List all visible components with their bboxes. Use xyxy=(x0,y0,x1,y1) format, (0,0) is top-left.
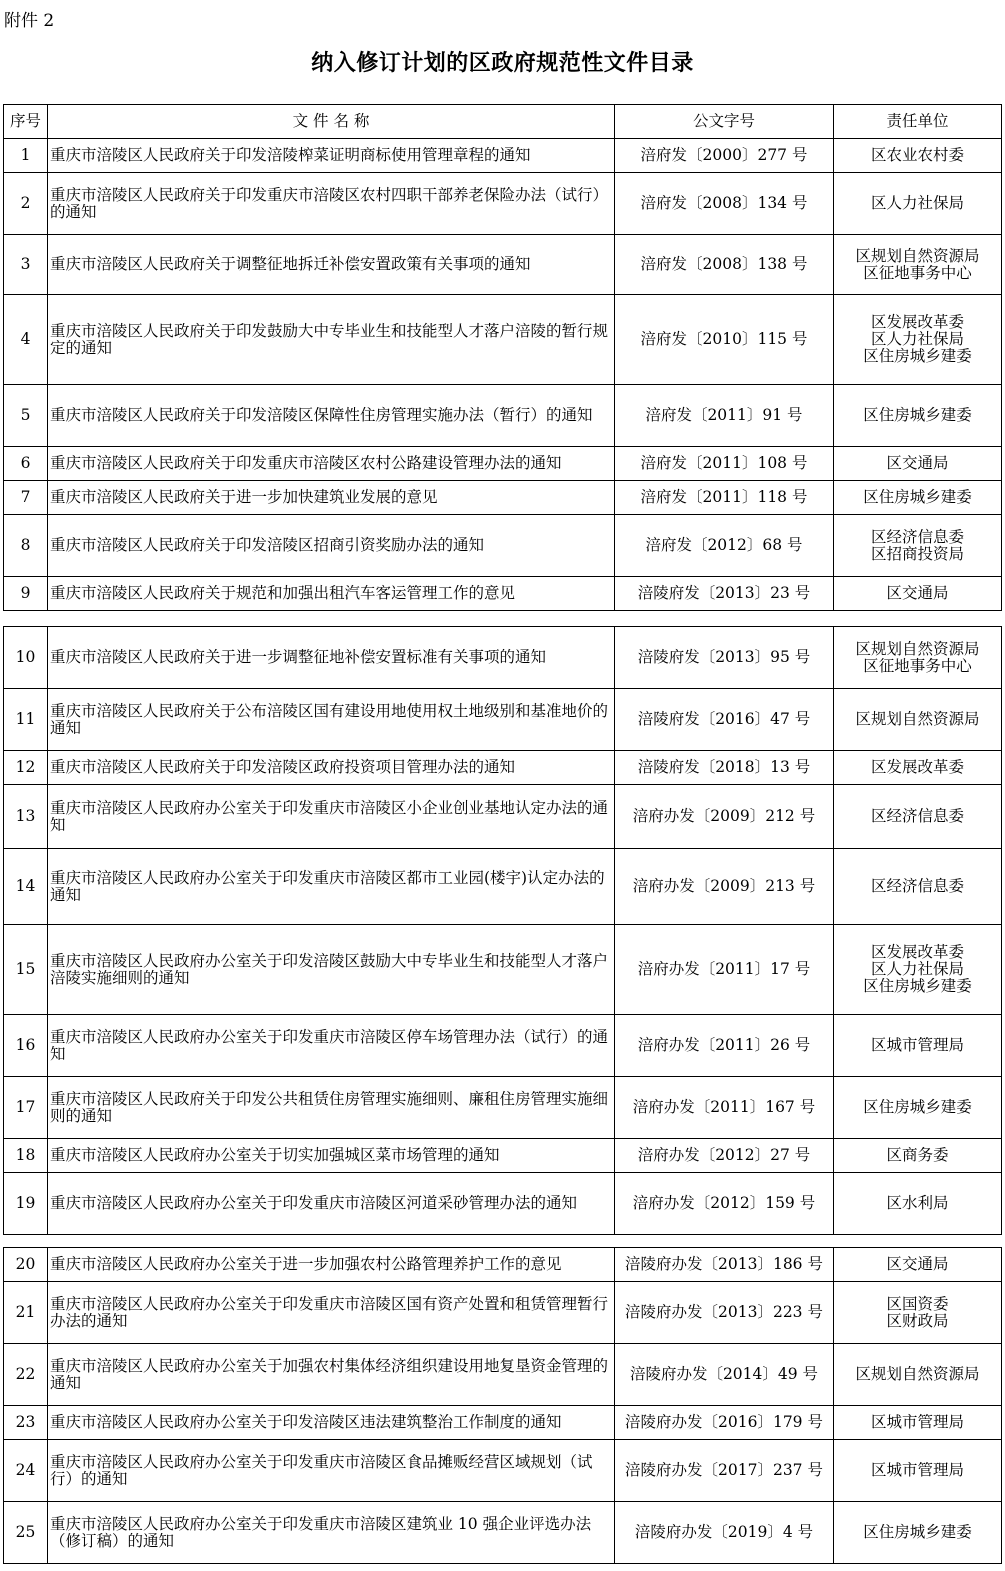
unit-line: 区发展改革委 xyxy=(870,758,964,776)
row-no: 19 xyxy=(4,1173,48,1235)
row-doc: 涪府办发〔2011〕26 号 xyxy=(615,1015,834,1077)
unit-line: 区招商投资局 xyxy=(870,544,964,563)
row-no: 15 xyxy=(4,925,48,1015)
unit-line: 区财政局 xyxy=(886,1311,949,1330)
row-name: 重庆市涪陵区人民政府办公室关于印发涪陵区违法建筑整治工作制度的通知 xyxy=(48,1406,615,1440)
row-name: 重庆市涪陵区人民政府办公室关于印发重庆市涪陵区食品摊贩经营区域规划（试行）的通知 xyxy=(48,1440,615,1502)
row-no: 23 xyxy=(4,1406,48,1440)
row-units xyxy=(834,1502,1002,1564)
table-row xyxy=(4,1139,1002,1173)
table-row xyxy=(4,1440,1002,1502)
unit-line: 区发展改革委 xyxy=(870,943,964,961)
row-doc: 涪陵府办发〔2019〕4 号 xyxy=(615,1502,834,1564)
row-doc: 涪府办发〔2009〕213 号 xyxy=(615,849,834,925)
table-row xyxy=(4,481,1002,515)
row-units xyxy=(834,925,1002,1015)
unit-line: 区规划自然资源局 xyxy=(855,1365,980,1383)
row-no: 25 xyxy=(4,1502,48,1564)
table-row xyxy=(4,139,1002,173)
row-units xyxy=(834,627,1002,689)
unit-line: 区人力社保局 xyxy=(870,194,964,212)
row-units xyxy=(834,1015,1002,1077)
unit-line: 区城市管理局 xyxy=(870,1036,964,1054)
row-name: 重庆市涪陵区人民政府关于印发涪陵区政府投资项目管理办法的通知 xyxy=(48,751,615,785)
table-row xyxy=(4,295,1002,385)
row-units xyxy=(834,447,1002,481)
row-no: 1 xyxy=(4,139,48,173)
catalog-table-part-2 xyxy=(3,626,1002,1235)
row-units xyxy=(834,1344,1002,1406)
unit-line: 区经济信息委 xyxy=(870,527,964,546)
row-no: 18 xyxy=(4,1139,48,1173)
row-no: 16 xyxy=(4,1015,48,1077)
row-no: 4 xyxy=(4,295,48,385)
row-doc: 涪陵府发〔2013〕23 号 xyxy=(615,577,834,611)
row-no: 12 xyxy=(4,751,48,785)
row-name: 重庆市涪陵区人民政府办公室关于加强农村集体经济组织建设用地复垦资金管理的通知 xyxy=(48,1344,615,1406)
row-units xyxy=(834,295,1002,385)
row-name: 重庆市涪陵区人民政府关于规范和加强出租汽车客运管理工作的意见 xyxy=(48,577,615,611)
row-name: 重庆市涪陵区人民政府关于进一步调整征地补偿安置标准有关事项的通知 xyxy=(48,627,615,689)
row-name: 重庆市涪陵区人民政府办公室关于印发重庆市涪陵区停车场管理办法（试行）的通知 xyxy=(48,1015,615,1077)
row-doc: 涪府发〔2011〕108 号 xyxy=(615,447,834,481)
unit-line: 区住房城乡建委 xyxy=(863,488,972,506)
row-units xyxy=(834,385,1002,447)
row-no: 22 xyxy=(4,1344,48,1406)
unit-line: 区城市管理局 xyxy=(870,1413,964,1431)
row-name: 重庆市涪陵区人民政府关于进一步加快建筑业发展的意见 xyxy=(48,481,615,515)
row-doc: 涪陵府发〔2016〕47 号 xyxy=(615,689,834,751)
header-doc: 公文字号 xyxy=(615,105,834,139)
row-no: 7 xyxy=(4,481,48,515)
table-row xyxy=(4,577,1002,611)
unit-line: 区规划自然资源局 xyxy=(855,246,980,265)
unit-line: 区交通局 xyxy=(886,584,949,602)
unit-line: 区发展改革委 xyxy=(870,313,964,331)
table-row xyxy=(4,689,1002,751)
row-name: 重庆市涪陵区人民政府关于印发重庆市涪陵区农村四职干部养老保险办法（试行）的通知 xyxy=(48,173,615,235)
unit-line: 区城市管理局 xyxy=(870,1461,964,1479)
table-header-row xyxy=(4,105,1002,139)
row-no: 9 xyxy=(4,577,48,611)
row-units xyxy=(834,785,1002,849)
unit-line: 区经济信息委 xyxy=(870,877,964,895)
row-units xyxy=(834,577,1002,611)
row-name: 重庆市涪陵区人民政府关于调整征地拆迁补偿安置政策有关事项的通知 xyxy=(48,235,615,295)
row-units xyxy=(834,139,1002,173)
row-doc: 涪陵府发〔2013〕95 号 xyxy=(615,627,834,689)
unit-line: 区水利局 xyxy=(886,1194,949,1212)
row-name: 重庆市涪陵区人民政府关于印发涪陵区招商引资奖励办法的通知 xyxy=(48,515,615,577)
row-units xyxy=(834,1139,1002,1173)
row-no: 20 xyxy=(4,1248,48,1282)
row-name: 重庆市涪陵区人民政府办公室关于印发重庆市涪陵区小企业创业基地认定办法的通知 xyxy=(48,785,615,849)
table-row xyxy=(4,385,1002,447)
table-row xyxy=(4,1406,1002,1440)
unit-line: 区住房城乡建委 xyxy=(863,977,972,995)
unit-line: 区住房城乡建委 xyxy=(863,1098,972,1116)
catalog-table-part-3 xyxy=(3,1247,1002,1564)
page-title: 纳入修订计划的区政府规范性文件目录 xyxy=(311,50,694,76)
row-name: 重庆市涪陵区人民政府关于印发公共租赁住房管理实施细则、廉租住房管理实施细则的通知 xyxy=(48,1077,615,1139)
table-row xyxy=(4,1282,1002,1344)
unit-line: 区人力社保局 xyxy=(870,330,964,348)
row-units xyxy=(834,173,1002,235)
row-doc: 涪陵府办发〔2017〕237 号 xyxy=(615,1440,834,1502)
row-doc: 涪府发〔2000〕277 号 xyxy=(615,139,834,173)
row-doc: 涪府发〔2011〕91 号 xyxy=(615,385,834,447)
row-units xyxy=(834,235,1002,295)
unit-line: 区农业农村委 xyxy=(870,146,964,164)
row-name: 重庆市涪陵区人民政府办公室关于印发重庆市涪陵区国有资产处置和租赁管理暂行办法的通知 xyxy=(48,1282,615,1344)
row-units xyxy=(834,751,1002,785)
header-no: 序号 xyxy=(4,105,48,139)
row-units xyxy=(834,1173,1002,1235)
row-name: 重庆市涪陵区人民政府办公室关于印发重庆市涪陵区河道采砂管理办法的通知 xyxy=(48,1173,615,1235)
unit-line: 区征地事务中心 xyxy=(863,656,972,675)
table-row xyxy=(4,515,1002,577)
row-units xyxy=(834,1406,1002,1440)
row-name: 重庆市涪陵区人民政府办公室关于切实加强城区菜市场管理的通知 xyxy=(48,1139,615,1173)
row-no: 8 xyxy=(4,515,48,577)
row-no: 5 xyxy=(4,385,48,447)
unit-line: 区人力社保局 xyxy=(870,960,964,978)
header-name: 文 件 名 称 xyxy=(48,105,615,139)
row-no: 10 xyxy=(4,627,48,689)
table-row xyxy=(4,1015,1002,1077)
row-doc: 涪府办发〔2011〕167 号 xyxy=(615,1077,834,1139)
row-doc: 涪府发〔2010〕115 号 xyxy=(615,295,834,385)
row-units xyxy=(834,689,1002,751)
unit-line: 区住房城乡建委 xyxy=(863,406,972,424)
table-row xyxy=(4,627,1002,689)
unit-line: 区规划自然资源局 xyxy=(855,639,980,658)
attachment-label: 附件 2 xyxy=(4,11,55,31)
table-row xyxy=(4,447,1002,481)
row-doc: 涪府办发〔2012〕159 号 xyxy=(615,1173,834,1235)
header-unit: 责任单位 xyxy=(834,105,1002,139)
catalog-table-part-1 xyxy=(3,104,1002,611)
row-no: 11 xyxy=(4,689,48,751)
row-doc: 涪府办发〔2009〕212 号 xyxy=(615,785,834,849)
row-doc: 涪府发〔2008〕134 号 xyxy=(615,173,834,235)
row-no: 24 xyxy=(4,1440,48,1502)
table-row xyxy=(4,1248,1002,1282)
row-name: 重庆市涪陵区人民政府关于公布涪陵区国有建设用地使用权土地级别和基准地价的通知 xyxy=(48,689,615,751)
row-no: 17 xyxy=(4,1077,48,1139)
row-units xyxy=(834,1440,1002,1502)
row-doc: 涪陵府办发〔2014〕49 号 xyxy=(615,1344,834,1406)
table-row xyxy=(4,1173,1002,1235)
row-doc: 涪府发〔2011〕118 号 xyxy=(615,481,834,515)
row-no: 21 xyxy=(4,1282,48,1344)
table-row xyxy=(4,235,1002,295)
row-doc: 涪陵府办发〔2013〕223 号 xyxy=(615,1282,834,1344)
row-name: 重庆市涪陵区人民政府关于印发重庆市涪陵区农村公路建设管理办法的通知 xyxy=(48,447,615,481)
row-units xyxy=(834,1282,1002,1344)
table-row xyxy=(4,925,1002,1015)
unit-line: 区国资委 xyxy=(886,1294,949,1313)
row-no: 14 xyxy=(4,849,48,925)
unit-line: 区住房城乡建委 xyxy=(863,347,972,365)
unit-line: 区征地事务中心 xyxy=(863,263,972,282)
row-name: 重庆市涪陵区人民政府办公室关于印发重庆市涪陵区都市工业园(楼宇)认定办法的通知 xyxy=(48,849,615,925)
unit-line: 区交通局 xyxy=(886,454,949,472)
row-units xyxy=(834,515,1002,577)
row-name: 重庆市涪陵区人民政府关于印发涪陵榨菜证明商标使用管理章程的通知 xyxy=(48,139,615,173)
unit-line: 区商务委 xyxy=(886,1146,949,1164)
row-units xyxy=(834,1077,1002,1139)
row-name: 重庆市涪陵区人民政府关于印发涪陵区保障性住房管理实施办法（暂行）的通知 xyxy=(48,385,615,447)
row-doc: 涪陵府发〔2018〕13 号 xyxy=(615,751,834,785)
table-row xyxy=(4,1502,1002,1564)
row-doc: 涪陵府办发〔2013〕186 号 xyxy=(615,1248,834,1282)
row-name: 重庆市涪陵区人民政府办公室关于印发重庆市涪陵区建筑业 10 强企业评选办法（修订稿）的通知 xyxy=(48,1502,615,1564)
row-no: 6 xyxy=(4,447,48,481)
row-name: 重庆市涪陵区人民政府办公室关于印发涪陵区鼓励大中专毕业生和技能型人才落户涪陵实施细则的通知 xyxy=(48,925,615,1015)
table-row xyxy=(4,173,1002,235)
unit-line: 区经济信息委 xyxy=(870,807,964,825)
unit-line: 区交通局 xyxy=(886,1255,949,1273)
table-row xyxy=(4,849,1002,925)
row-name: 重庆市涪陵区人民政府办公室关于进一步加强农村公路管理养护工作的意见 xyxy=(48,1248,615,1282)
unit-line: 区规划自然资源局 xyxy=(855,710,980,728)
table-row xyxy=(4,785,1002,849)
unit-line: 区住房城乡建委 xyxy=(863,1523,972,1541)
row-units xyxy=(834,1248,1002,1282)
row-no: 3 xyxy=(4,235,48,295)
table-row xyxy=(4,751,1002,785)
row-doc: 涪府发〔2012〕68 号 xyxy=(615,515,834,577)
row-doc: 涪陵府办发〔2016〕179 号 xyxy=(615,1406,834,1440)
row-name: 重庆市涪陵区人民政府关于印发鼓励大中专毕业生和技能型人才落户涪陵的暂行规定的通知 xyxy=(48,295,615,385)
row-units xyxy=(834,849,1002,925)
row-doc: 涪府办发〔2011〕17 号 xyxy=(615,925,834,1015)
table-row xyxy=(4,1344,1002,1406)
row-no: 2 xyxy=(4,173,48,235)
row-no: 13 xyxy=(4,785,48,849)
table-row xyxy=(4,1077,1002,1139)
row-doc: 涪府办发〔2012〕27 号 xyxy=(615,1139,834,1173)
row-doc: 涪府发〔2008〕138 号 xyxy=(615,235,834,295)
row-units xyxy=(834,481,1002,515)
